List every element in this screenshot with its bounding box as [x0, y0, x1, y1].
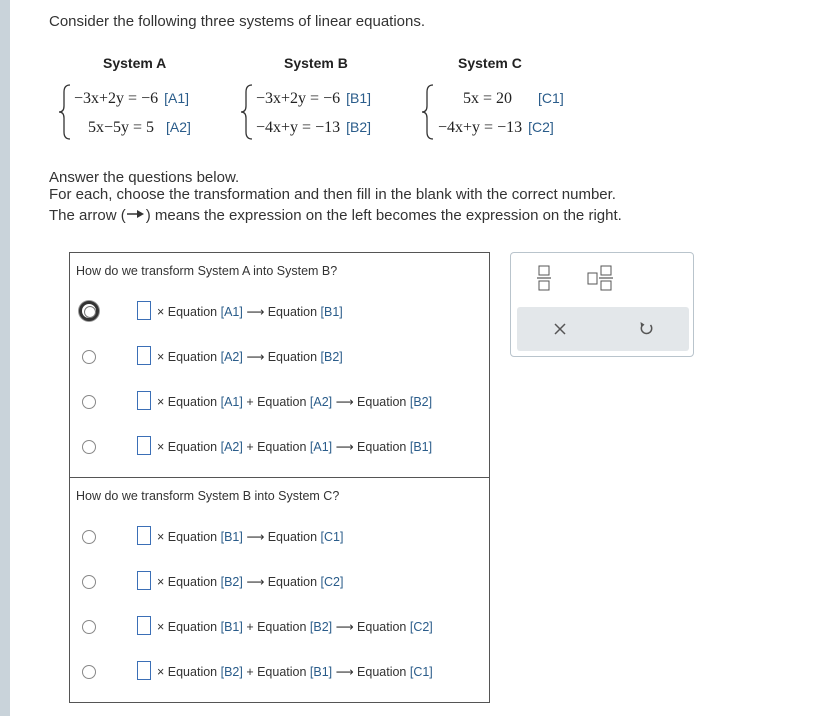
- equation-a2: [88, 119, 191, 137]
- equation-label: [C2]: [528, 119, 554, 135]
- equation-label: [A2]: [166, 119, 191, 135]
- option-text: × Equation [A2] ⟶ Equation [B2]: [157, 350, 343, 364]
- intro-text: Consider the following three systems of linear equations.: [49, 13, 426, 30]
- question-2-option-4[interactable]: [70, 661, 489, 683]
- equation-label: [B2]: [346, 119, 371, 135]
- radio-button-selected[interactable]: [79, 301, 99, 321]
- equation-expr: −3x+2y = −6: [256, 90, 341, 107]
- number-blank-input[interactable]: [137, 616, 151, 635]
- system-b-title: System B: [284, 55, 348, 71]
- clear-icon[interactable]: [554, 323, 566, 335]
- number-blank-input[interactable]: [137, 301, 151, 320]
- option-text: × Equation [B2] + Equation [B1] ⟶ Equation [C1]: [157, 665, 433, 679]
- option-text: × Equation [A2] + Equation [A1] ⟶ Equation [B1]: [157, 440, 433, 454]
- question-2-title: How do we transform System B into System C?: [76, 489, 340, 503]
- radio-button[interactable]: [82, 530, 96, 544]
- number-blank-input[interactable]: [137, 661, 151, 680]
- equation-expr: 5x = 20: [463, 90, 513, 107]
- question-1-option-4[interactable]: [70, 436, 489, 458]
- radio-button[interactable]: [82, 350, 96, 364]
- radio-button[interactable]: [82, 440, 96, 454]
- radio-button[interactable]: [82, 395, 96, 409]
- question-2-option-2[interactable]: [70, 571, 489, 593]
- question-1-box: [69, 252, 490, 478]
- option-text: × Equation [A1] + Equation [A2] ⟶ Equation [B2]: [157, 395, 433, 409]
- equation-label: [B1]: [346, 90, 371, 106]
- number-blank-input[interactable]: [137, 436, 151, 455]
- option-text: × Equation [A1] ⟶ Equation [B1]: [157, 305, 343, 319]
- brace-system-c: [421, 84, 435, 140]
- left-sidebar-strip: [0, 0, 10, 716]
- equation-b2: [256, 119, 371, 137]
- equation-label: [C1]: [538, 90, 564, 106]
- question-2-box: [69, 477, 490, 703]
- equation-expr: 5x−5y = 5: [88, 119, 155, 136]
- math-toolbox: [510, 252, 694, 357]
- question-1-option-2[interactable]: [70, 346, 489, 368]
- system-a-title: System A: [103, 55, 167, 71]
- equation-b1: [256, 90, 371, 108]
- equation-expr: −3x+2y = −6: [74, 90, 159, 107]
- question-2-option-1[interactable]: [70, 526, 489, 548]
- instruction-line-1: Answer the questions below.: [49, 169, 240, 186]
- instruction-line-3-pre: The arrow (: [49, 207, 126, 224]
- equation-expr: −4x+y = −13: [256, 119, 341, 136]
- question-2-option-3[interactable]: [70, 616, 489, 638]
- radio-button[interactable]: [82, 620, 96, 634]
- undo-icon[interactable]: [639, 321, 654, 336]
- option-text: × Equation [B1] + Equation [B2] ⟶ Equation [C2]: [157, 620, 433, 634]
- question-1-option-3[interactable]: [70, 391, 489, 413]
- equation-c2: [438, 119, 554, 137]
- question-1-title: How do we transform System A into System B?: [76, 264, 338, 278]
- equation-expr: −4x+y = −13: [438, 119, 523, 136]
- number-blank-input[interactable]: [137, 391, 151, 410]
- option-text: × Equation [B2] ⟶ Equation [C2]: [157, 575, 344, 589]
- toolbox-action-row: [517, 307, 689, 351]
- instruction-line-3-post: ) means the expression on the left becomes the expression on the right.: [145, 207, 622, 224]
- equation-label: [A1]: [164, 90, 189, 106]
- question-1-option-1[interactable]: [70, 301, 489, 323]
- number-blank-input[interactable]: [137, 526, 151, 545]
- equation-c1: [463, 90, 564, 108]
- number-blank-input[interactable]: [137, 571, 151, 590]
- fraction-icon[interactable]: [537, 265, 551, 291]
- instruction-line-3: [49, 207, 622, 224]
- radio-button[interactable]: [82, 665, 96, 679]
- number-blank-input[interactable]: [137, 346, 151, 365]
- radio-button[interactable]: [82, 575, 96, 589]
- mixed-number-icon[interactable]: [587, 265, 613, 291]
- system-c-title: System C: [458, 55, 522, 71]
- brace-system-b: [240, 84, 254, 140]
- arrow-icon: [126, 208, 146, 220]
- instruction-line-2: For each, choose the transformation and then fill in the blank with the correct number.: [49, 186, 616, 203]
- brace-system-a: [58, 84, 72, 140]
- equation-a1: [74, 90, 189, 108]
- option-text: × Equation [B1] ⟶ Equation [C1]: [157, 530, 344, 544]
